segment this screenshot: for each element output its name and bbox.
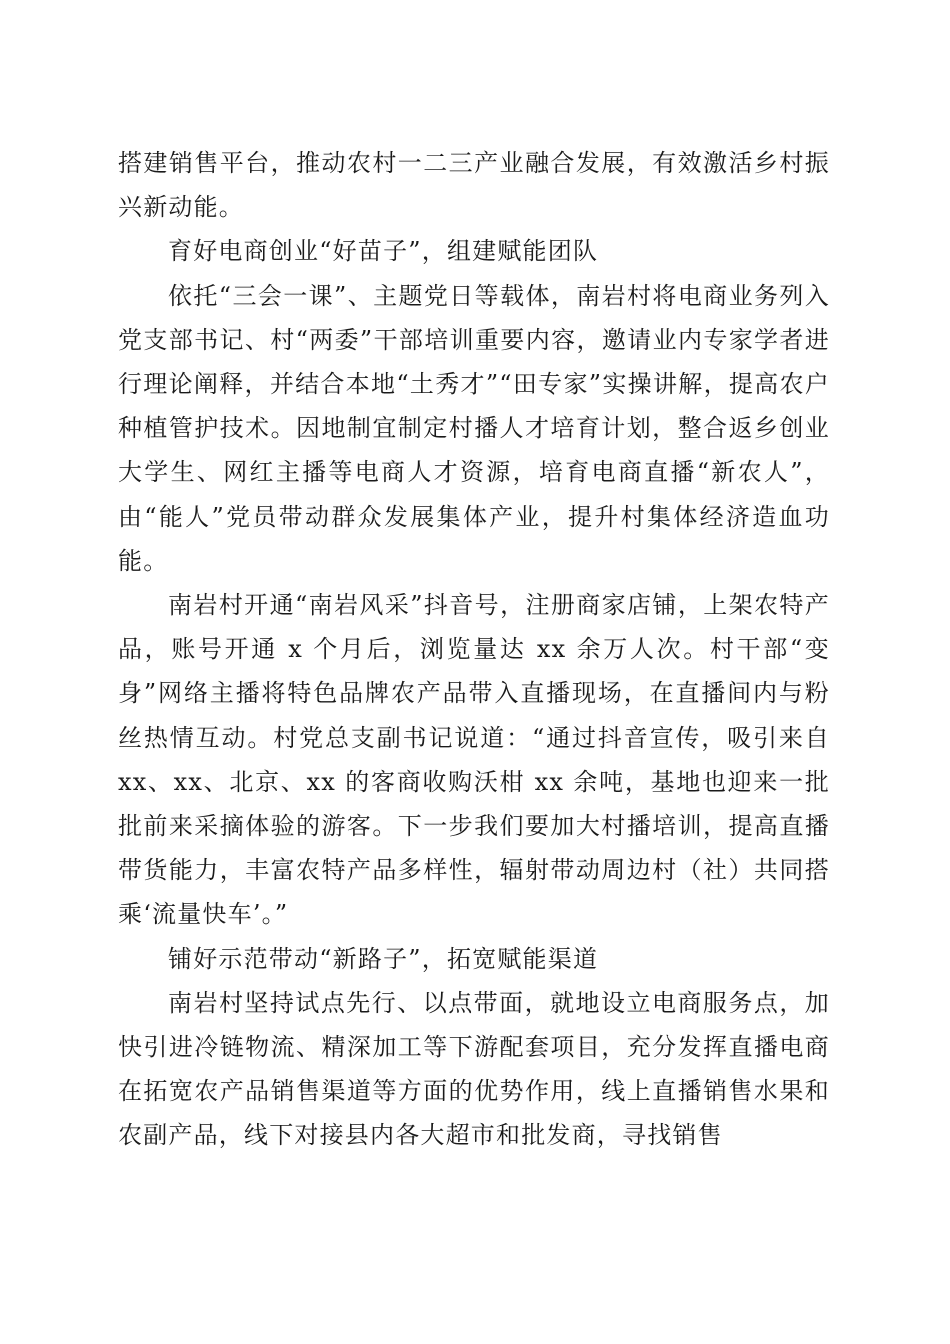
document-body: [118, 141, 830, 1158]
paragraph-service-points: 南岩村坚持试点先行、以点带面，就地设立电商服务点，加快引进冷链物流、精深加工等下游配套项目，充分发挥直播电商在拓宽农产品销售渠道等方面的优势作用，线上直播销售水果和农副产品，线下对接县内各大超市和批发商，寻找销售: [118, 988, 830, 1150]
paragraph-douyin: 南岩村开通“南岩风采”抖音号，注册商家店铺，上架农特产品，账号开通 x 个月后，浏览量达 xx 余万人次。村干部“变身”网络主播将特色品牌农产品带入直播现场，在直播间内与粉丝热情互动。村党总支副书记说道：“通过抖音宣传，吸引来自 xx、xx、北京、xx 的客商收购沃柑 xx 余吨，基地也迎来一批批前来采摘体验的游客。下一步我们要加大村播培训，提高直播带货能力，丰富农特产品多样性，辐射带动周边村（社）共同搭乘‘流量快车’。”: [118, 591, 830, 929]
section-heading-talent: 育好电商创业“好苗子”，组建赋能团队: [168, 237, 599, 266]
paragraph-training: 依托“三会一课”、主题党日等载体，南岩村将电商业务列入党支部书记、村“两委”干部培训重要内容，邀请业内专家学者进行理论阐释，并结合本地“土秀才”“田专家”实操讲解，提高农户种植管护技术。因地制宜制定村播人才培育计划，整合返乡创业大学生、网红主播等电商人才资源，培育电商直播“新农人”，由“能人”党员带动群众发展集体产业，提升村集体经济造血功能。: [118, 281, 830, 575]
section-heading-channels: 铺好示范带动“新路子”，拓宽赋能渠道: [168, 944, 599, 973]
paragraph-continuation: 搭建销售平台，推动农村一二三产业融合发展，有效激活乡村振兴新动能。: [118, 149, 830, 222]
